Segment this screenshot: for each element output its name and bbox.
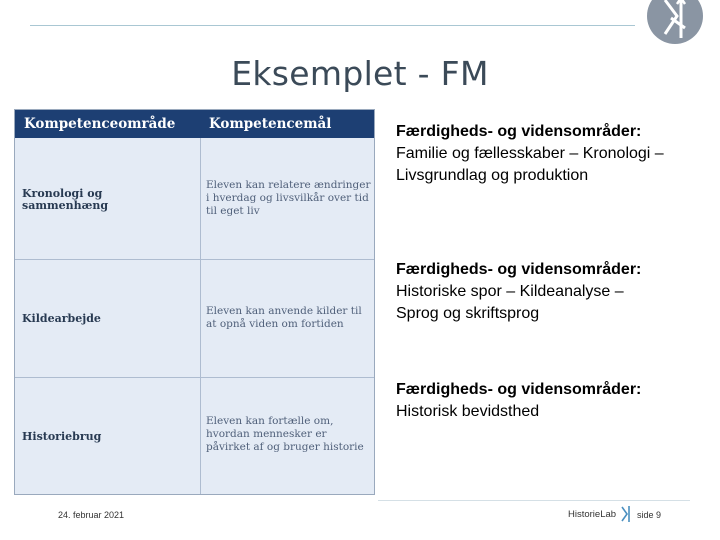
field-line: Historiske spor – Kildeanalyse – bbox=[396, 283, 624, 300]
table-row-area: Kildearbejde bbox=[22, 312, 101, 325]
field-block bbox=[396, 259, 711, 325]
footer-brand: HistorieLab bbox=[568, 509, 617, 520]
slide-title: Eksemplet - FM bbox=[231, 54, 489, 93]
field-line: Familie og fællesskaber – Kronologi – bbox=[396, 145, 664, 162]
table-row-goal: Eleven kan fortælle om, hvordan mennesker er påvirket af og bruger historie bbox=[206, 415, 364, 453]
table-row-goal: Eleven kan relatere ændringer i hverdag og livsvilkår over tid til eget liv bbox=[206, 179, 371, 217]
field-block bbox=[396, 121, 711, 187]
field-line: Sprog og skriftsprog bbox=[396, 305, 540, 322]
field-heading: Færdigheds- og vidensområder: bbox=[396, 123, 642, 140]
header-competence-area: Kompetenceområde bbox=[24, 116, 176, 132]
field-heading: Færdigheds- og vidensområder: bbox=[396, 381, 642, 398]
row-divider bbox=[15, 259, 374, 260]
page-number: side 9 bbox=[637, 510, 662, 520]
historielab-mark-icon bbox=[620, 505, 632, 523]
row-divider bbox=[15, 377, 374, 378]
table-header bbox=[15, 110, 374, 138]
competence-table bbox=[14, 109, 375, 495]
table-row-area: Kronologi og sammenhæng bbox=[22, 187, 109, 212]
table-row-goal: Eleven kan anvende kilder til at opnå viden om fortiden bbox=[206, 305, 362, 330]
field-heading: Færdigheds- og vidensområder: bbox=[396, 261, 642, 278]
footer-date: 24. februar 2021 bbox=[58, 510, 125, 520]
column-divider bbox=[200, 138, 201, 494]
table-row-area: Historiebrug bbox=[22, 430, 102, 443]
footer-rule bbox=[378, 500, 690, 501]
header-competence-goal: Kompetencemål bbox=[209, 116, 332, 132]
field-line: Livsgrundlag og produktion bbox=[396, 167, 589, 184]
header-rule bbox=[30, 25, 635, 26]
field-line: Historisk bevidsthed bbox=[396, 403, 540, 420]
historielab-logo-icon bbox=[645, 0, 705, 48]
field-block bbox=[396, 379, 711, 423]
